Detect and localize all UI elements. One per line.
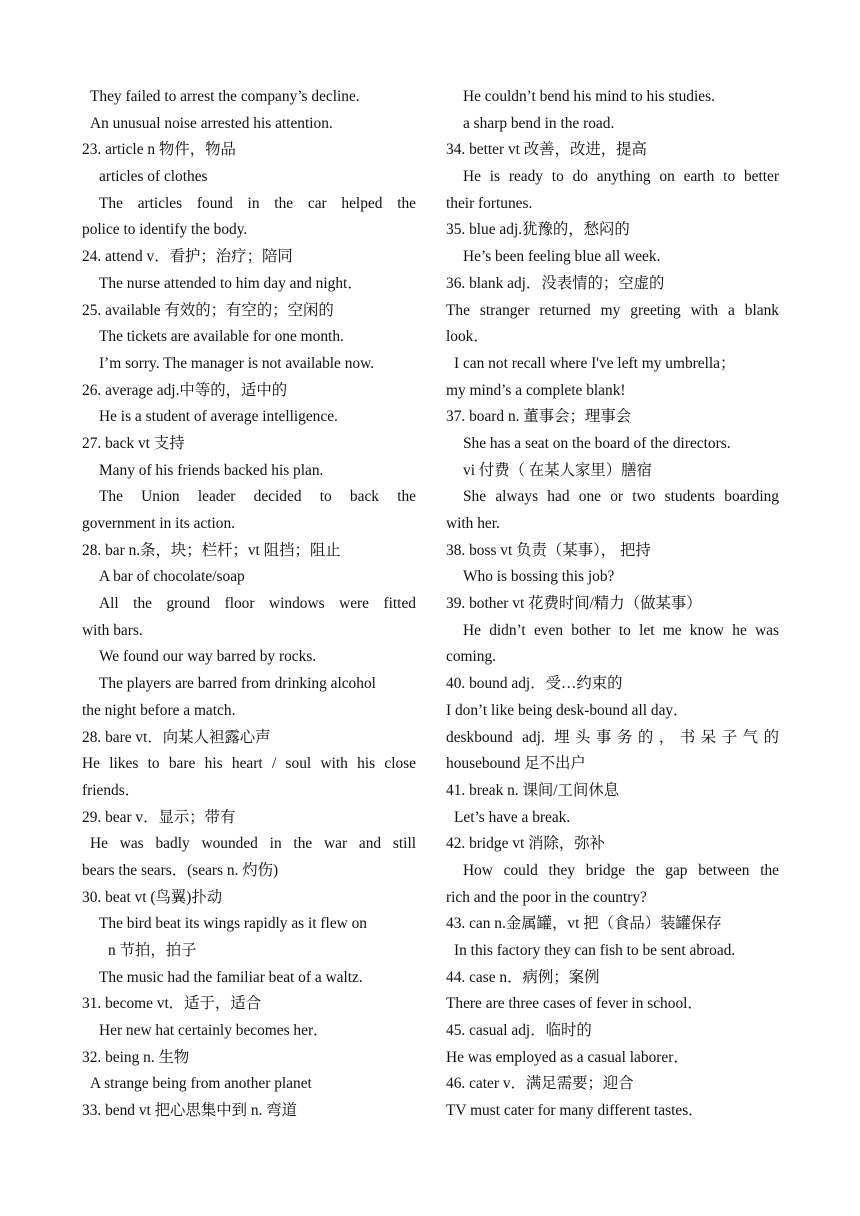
text-line: 37. board n. 董事会；理事会 xyxy=(446,408,632,426)
text-line: 33. bend vt 把心思集中到 n. 弯道 xyxy=(82,1102,298,1120)
text-line: rich and the poor in the country? xyxy=(446,888,647,906)
text-line: The nurse attended to him day and night． xyxy=(99,274,363,292)
text-line: The tickets are available for one month. xyxy=(99,328,344,346)
text-line: 34. better vt 改善，改进，提高 xyxy=(446,141,647,159)
text-line: 39. bother vt 花费时间/精力（做某事） xyxy=(446,595,702,613)
text-line: 26. average adj.中等的，适中的 xyxy=(82,381,288,399)
text-line: 25. available 有效的；有空的；空闲的 xyxy=(82,301,334,319)
text-line: 27. back vt 支持 xyxy=(82,434,185,452)
text-line: government in its action. xyxy=(82,515,236,532)
text-line: 40. bound adj．受…约束的 xyxy=(446,675,623,693)
text-line: TV must cater for many different tastes． xyxy=(446,1102,704,1120)
text-line: look． xyxy=(446,328,489,346)
text-line: The Union leader decided to back the xyxy=(99,488,416,506)
text-line: n 节拍，拍子 xyxy=(108,942,197,959)
text-line: Her new hat certainly becomes her． xyxy=(99,1022,329,1040)
text-line: 45. casual adj．临时的 xyxy=(446,1022,592,1040)
text-line: He was badly wounded in the war and still xyxy=(90,835,416,853)
text-line: bears the sears．(sears n. 灼伤) xyxy=(82,861,279,879)
text-line: coming. xyxy=(446,648,497,666)
text-line: He likes to bare his heart / soul with his close xyxy=(82,755,416,773)
text-line: with bars. xyxy=(82,621,143,639)
text-line: 43. can n.金属罐，vt 把（食品）装罐保存 xyxy=(446,915,722,933)
text-line: their fortunes. xyxy=(446,194,533,212)
text-line: In this factory they can fish to be sent abroad. xyxy=(454,942,736,959)
text-line: He couldn’t bend his mind to his studies. xyxy=(463,88,715,105)
left-column xyxy=(82,84,416,1125)
text-line: 24. attend v．看护；治疗；陪同 xyxy=(82,248,293,266)
text-line: articles of clothes xyxy=(99,168,208,186)
text-line: 30. beat vt (鸟翼)扑动 xyxy=(82,888,223,906)
text-line: She always had one or two students boarding xyxy=(463,488,779,506)
text-line: He is a student of average intelligence. xyxy=(99,408,338,426)
text-line: housebound 足不出户 xyxy=(446,755,586,773)
text-line: 41. break n. 课间/工间休息 xyxy=(446,781,620,799)
text-line: 42. bridge vt 消除，弥补 xyxy=(446,835,606,853)
text-line: friends． xyxy=(82,781,141,799)
text-line: He is ready to do anything on earth to better xyxy=(463,168,779,186)
text-line: All the ground floor windows were fitted xyxy=(99,595,416,613)
text-line: A bar of chocolate/soap xyxy=(99,568,245,586)
text-line: He’s been feeling blue all week. xyxy=(463,248,661,266)
text-line: a sharp bend in the road. xyxy=(463,114,615,132)
text-line: my mind’s a complete blank! xyxy=(446,381,626,399)
text-line: 46. cater v．满足需要；迎合 xyxy=(446,1075,634,1093)
text-line: 28. bare vt．向某人袒露心声 xyxy=(82,728,271,746)
text-line: They failed to arrest the company’s decline. xyxy=(90,88,360,105)
text-line: 29. bear v．显示；带有 xyxy=(82,808,236,826)
text-line: 28. bar n.条，块；栏杆；vt 阻挡；阻止 xyxy=(82,541,341,559)
text-line: 44. case n．病例；案例 xyxy=(446,968,600,986)
text-line: The stranger returned my greeting with a blank xyxy=(446,301,779,319)
text-line: 23. article n 物件，物品 xyxy=(82,141,236,159)
text-line: Many of his friends backed his plan. xyxy=(99,461,324,479)
text-line: 32. being n. 生物 xyxy=(82,1048,190,1066)
text-line: We found our way barred by rocks. xyxy=(99,648,317,666)
text-line: the night before a match. xyxy=(82,701,236,719)
text-line: Who is bossing this job? xyxy=(463,568,615,586)
text-line: How could they bridge the gap between the xyxy=(463,861,779,879)
text-line: The articles found in the car helped the xyxy=(99,194,416,212)
text-line: There are three cases of fever in school． xyxy=(446,995,703,1013)
text-line: I can not recall where I've left my umbrella； xyxy=(454,354,736,372)
text-line: Let’s have a break. xyxy=(454,808,571,826)
text-line: 35. blue adj.犹豫的，愁闷的 xyxy=(446,221,630,239)
text-line: He was employed as a casual laborer． xyxy=(446,1048,689,1066)
text-line: vi 付费（ 在某人家里）膳宿 xyxy=(463,461,652,479)
text-line: I don’t like being desk-bound all day． xyxy=(446,701,689,719)
text-line: police to identify the body. xyxy=(82,221,248,239)
text-line: 38. boss vt 负责（某事）， 把持 xyxy=(446,541,651,559)
text-line: with her. xyxy=(446,515,500,532)
text-line: The music had the familiar beat of a waltz. xyxy=(99,968,363,986)
text-line: 31. become vt．适于，适合 xyxy=(82,995,262,1013)
text-line: He didn’t even bother to let me know he was xyxy=(463,621,779,639)
text-line: deskbound adj. 埋头事务的，书呆子气的 xyxy=(446,728,779,746)
right-column xyxy=(446,84,779,1125)
text-line: 36. blank adj．没表情的；空虚的 xyxy=(446,274,665,292)
text-line: I’m sorry. The manager is not available now. xyxy=(99,354,375,372)
text-line: The players are barred from drinking alcohol xyxy=(99,675,376,693)
text-line: She has a seat on the board of the directors. xyxy=(463,434,731,452)
text-line: An unusual noise arrested his attention. xyxy=(90,114,333,132)
text-line: A strange being from another planet xyxy=(90,1075,312,1093)
text-line: The bird beat its wings rapidly as it flew on xyxy=(99,915,367,933)
